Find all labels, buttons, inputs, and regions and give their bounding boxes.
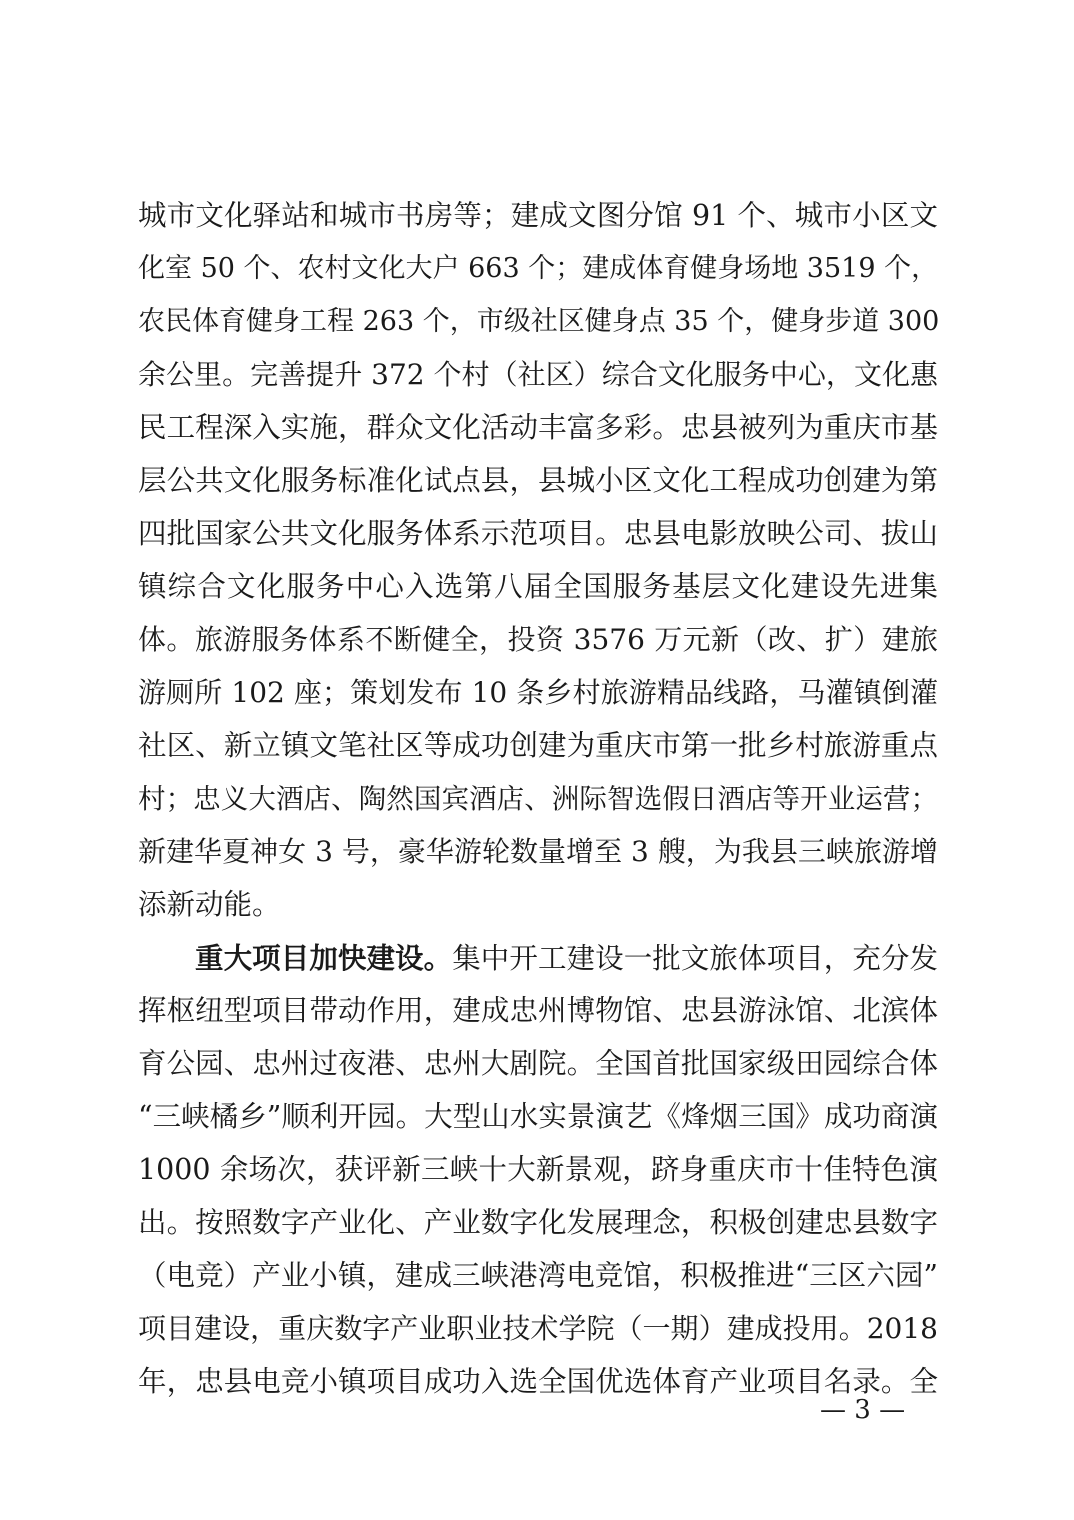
text-line: 民工程深入实施，群众文化活动丰富多彩。忠县被列为重庆市基 <box>138 411 938 444</box>
paragraph-heading: 重大项目加快建设。 <box>195 941 453 975</box>
text-line: 化室 50 个、农村文化大户 663 个；建成体育健身场地 3519 个， <box>138 253 939 284</box>
text-line: 出。按照数字产业化、产业数字化发展理念，积极创建忠县数字 <box>138 1206 938 1239</box>
text-line: 项目建设，重庆数字产业职业技术学院（一期）建成投用。2018 <box>138 1312 938 1345</box>
text-line: （电竞）产业小镇，建成三峡港湾电竞馆，积极推进“三区六园” <box>138 1259 938 1292</box>
text-line: 四批国家公共文化服务体系示范项目。忠县电影放映公司、拔山 <box>138 517 938 550</box>
text-line: 1000 余场次，获评新三峡十大新景观，跻身重庆市十佳特色演 <box>138 1153 938 1186</box>
text-line: 体。旅游服务体系不断健全，投资 3576 万元新（改、扩）建旅 <box>138 623 938 656</box>
page-number: — 3 — <box>820 1395 906 1425</box>
text-line: 添新动能。 <box>138 888 281 921</box>
text-line: 育公园、忠州过夜港、忠州大剧院。全国首批国家级田园综合体 <box>138 1047 938 1080</box>
text-line: 城市文化驿站和城市书房等；建成文图分馆 91 个、城市小区文 <box>138 199 938 232</box>
text-line: 新建华夏神女 3 号，豪华游轮数量增至 3 艘，为我县三峡旅游增 <box>138 835 938 868</box>
heading-line-rest: 集中开工建设一批文旅体项目，充分发 <box>452 942 938 975</box>
text-line: 社区、新立镇文笔社区等成功创建为重庆市第一批乡村旅游重点 <box>138 729 938 762</box>
text-line: 年，忠县电竞小镇项目成功入选全国优选体育产业项目名录。全 <box>138 1365 938 1398</box>
text-line: 余公里。完善提升 372 个村（社区）综合文化服务中心，文化惠 <box>138 358 938 391</box>
text-line: 挥枢纽型项目带动作用，建成忠州博物馆、忠县游泳馆、北滨体 <box>138 994 938 1027</box>
text-line: 村；忠义大酒店、陶然国宾酒店、洲际智选假日酒店等开业运营； <box>138 783 938 815</box>
text-line: 层公共文化服务标准化试点县，县城小区文化工程成功创建为第 <box>138 464 938 497</box>
text-line: 游厕所 102 座；策划发布 10 条乡村旅游精品线路，马灌镇倒灌 <box>138 676 938 709</box>
text-line: 镇综合文化服务中心入选第八届全国服务基层文化建设先进集 <box>138 570 938 603</box>
text-line: “三峡橘乡”顺利开园。大型山水实景演艺《烽烟三国》成功商演 <box>138 1100 938 1133</box>
text-line-first <box>195 934 938 982</box>
text-line: 农民体育健身工程 263 个，市级社区健身点 35 个，健身步道 300 <box>138 306 940 337</box>
